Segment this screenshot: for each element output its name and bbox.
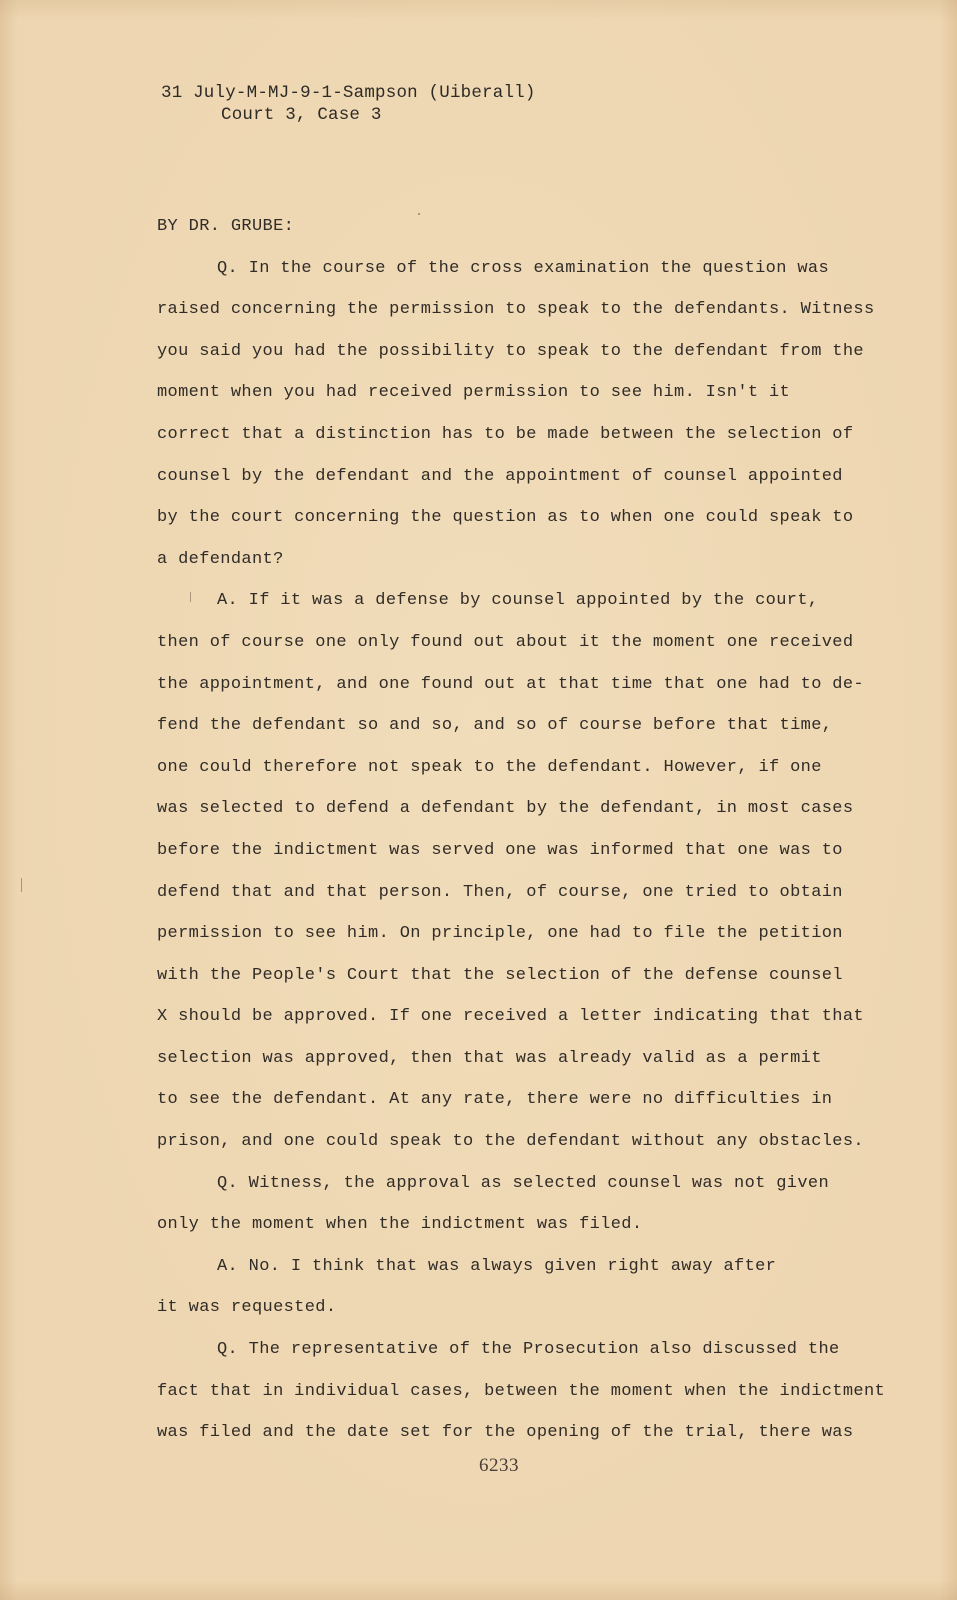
transcript-line: counsel by the defendant and the appointment of counsel appointed [157, 466, 843, 486]
transcript-line: A. If it was a defense by counsel appointed by the court, [217, 591, 819, 611]
document-header [161, 82, 536, 126]
transcript-line: it was requested. [157, 1298, 337, 1318]
transcript-line: by the court concerning the question as to when one could speak to [157, 508, 854, 528]
transcript-line: raised concerning the permission to speak to the defendants. Witness [157, 300, 875, 320]
paper-blemish [190, 592, 191, 602]
transcript-line: fend the defendant so and so, and so of course before that time, [157, 716, 833, 736]
page-number: 6233 [479, 1455, 519, 1476]
transcript-line: with the People's Court that the selection of the defense counsel [157, 965, 843, 985]
transcript-line: defend that and that person. Then, of course, one tried to obtain [157, 882, 843, 902]
transcript-line: selection was approved, then that was already valid as a permit [157, 1048, 822, 1068]
transcript-line: was selected to defend a defendant by the defendant, in most cases [157, 799, 854, 819]
transcript-line: to see the defendant. At any rate, there were no difficulties in [157, 1090, 833, 1110]
paper-blemish [21, 878, 22, 892]
transcript-line: you said you had the possibility to speak to the defendant from the [157, 341, 864, 361]
speaker-heading: BY DR. GRUBE: [157, 217, 295, 236]
transcript-line: correct that a distinction has to be made between the selection of [157, 424, 854, 444]
transcript-line: then of course one only found out about it the moment one received [157, 632, 854, 652]
transcript-line: Q. Witness, the approval as selected counsel was not given [217, 1173, 829, 1193]
transcript-line: Q. The representative of the Prosecution also discussed the [217, 1340, 840, 1360]
transcript-line: prison, and one could speak to the defendant without any obstacles. [157, 1132, 864, 1152]
transcript-line: A. No. I think that was always given right away after [217, 1256, 777, 1276]
transcript-line: only the moment when the indictment was filed. [157, 1215, 643, 1235]
transcript-body [157, 206, 886, 1454]
transcript-line: Q. In the course of the cross examination the question was [217, 258, 829, 278]
paper-blemish [418, 213, 420, 215]
transcript-line: a defendant? [157, 549, 284, 569]
header-court-line: Court 3, Case 3 [221, 105, 382, 125]
transcript-line: fact that in individual cases, between the moment when the indictment [157, 1381, 886, 1401]
transcript-line: permission to see him. On principle, one had to file the petition [157, 924, 843, 944]
transcript-line: one could therefore not speak to the defendant. However, if one [157, 757, 822, 777]
transcript-line: X should be approved. If one received a letter indicating that that [157, 1007, 864, 1027]
header-reference-line: 31 July-M-MJ-9-1-Sampson (Uiberall) [161, 83, 536, 103]
transcript-line: before the indictment was served one was informed that one was to [157, 840, 843, 860]
transcript-line: the appointment, and one found out at that time that one had to de- [157, 674, 864, 694]
transcript-line: moment when you had received permission to see him. Isn't it [157, 383, 791, 403]
transcript-line: was filed and the date set for the opening of the trial, there was [157, 1423, 854, 1443]
